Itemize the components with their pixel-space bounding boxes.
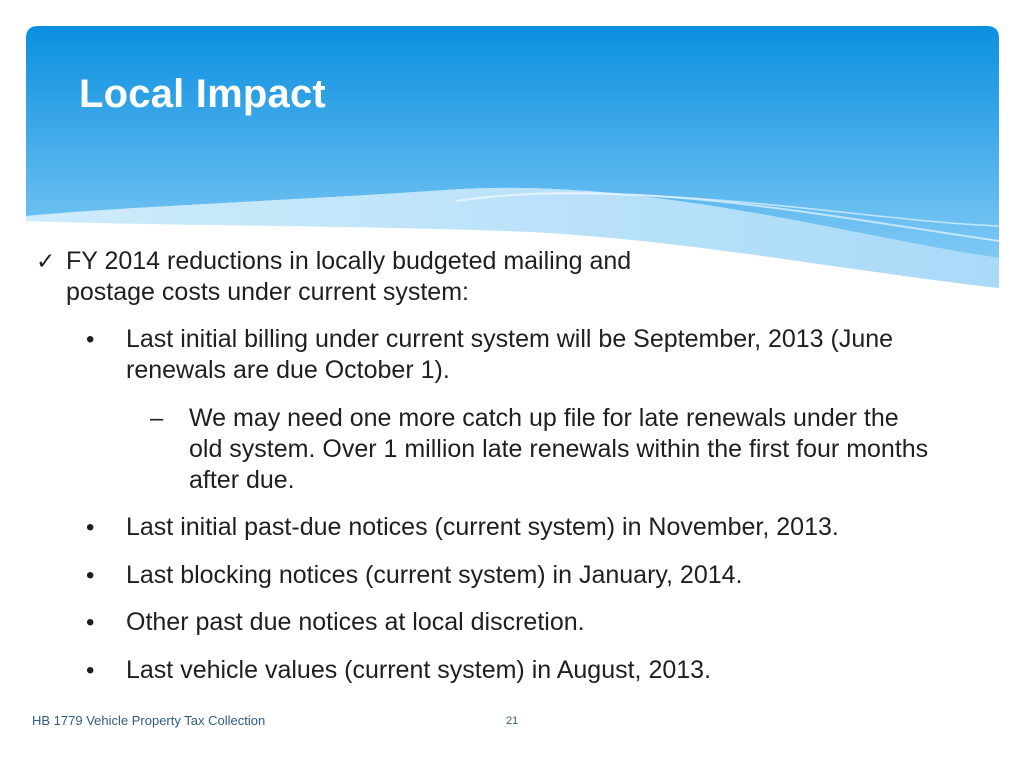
bullet-text: Other past due notices at local discretion. xyxy=(126,608,585,636)
bullet-icon: • xyxy=(86,657,95,684)
sub-bullet-text: We may need one more catch up file for late renewals under the old system. Over 1 million late renewals within the first four months after due. xyxy=(189,404,929,494)
slide-title: Local Impact xyxy=(79,72,326,116)
bullet-text: Last blocking notices (current system) in January, 2014. xyxy=(126,561,743,589)
page-number: 21 xyxy=(506,715,519,727)
bullet-icon: • xyxy=(86,609,95,636)
dash-icon: – xyxy=(150,405,164,432)
bullet-text: Last vehicle values (current system) in August, 2013. xyxy=(126,656,712,684)
footer-title: HB 1779 Vehicle Property Tax Collection xyxy=(32,713,266,728)
bullet-text: Last initial billing under current system will be September, 2013 (June renewals are due October 1). xyxy=(126,325,894,384)
bullet-icon: • xyxy=(86,326,95,353)
bullet-text: Last initial past-due notices (current system) in November, 2013. xyxy=(126,513,839,541)
bullet-icon: • xyxy=(86,514,95,541)
bullet-icon: • xyxy=(86,562,95,589)
level1-text: FY 2014 reductions in locally budgeted mailing and postage costs under current system: xyxy=(66,247,632,306)
checkmark-icon: ✓ xyxy=(36,248,56,274)
